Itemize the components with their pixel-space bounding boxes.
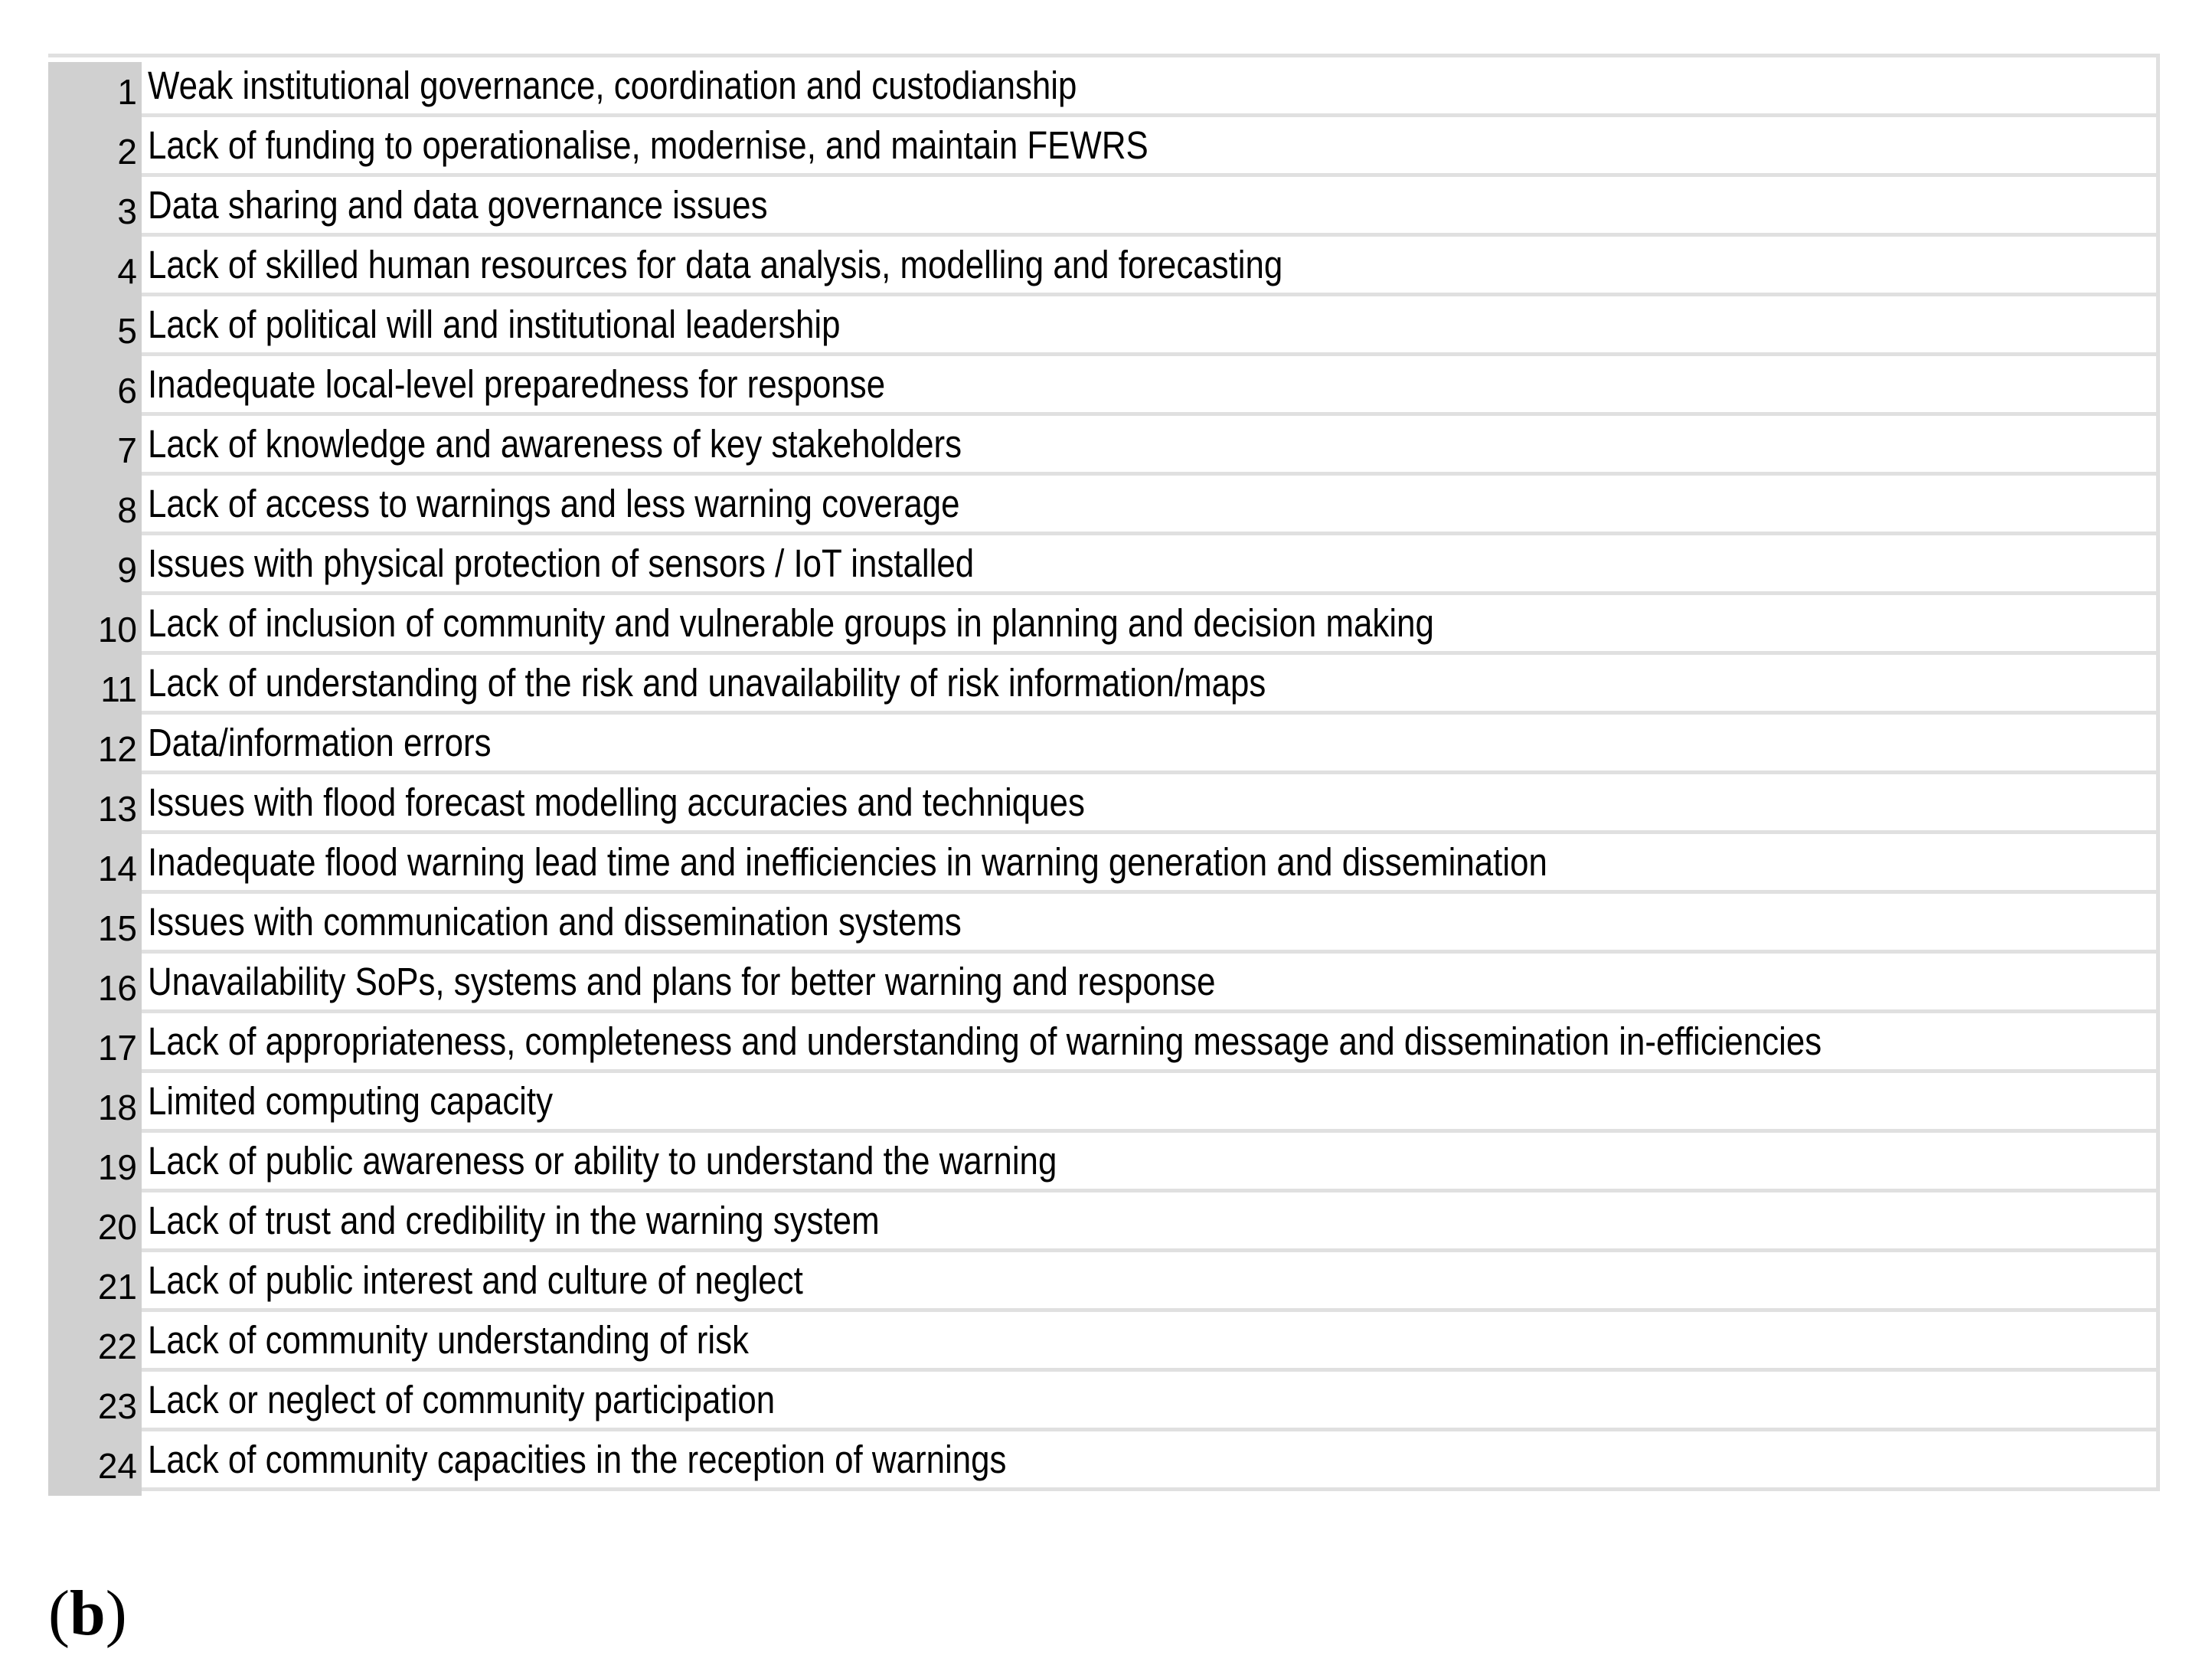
table-row [48, 535, 2156, 595]
row-text [142, 416, 2156, 476]
row-text-label: Limited computing capacity [148, 1079, 554, 1123]
table-row [48, 237, 2156, 296]
row-text-label: Data/information errors [148, 721, 492, 764]
row-text-label: Inadequate local-level preparedness for response [148, 362, 886, 406]
table-row [48, 1133, 2156, 1192]
row-text-label: Unavailability SoPs, systems and plans for better warning and response [148, 960, 1216, 1003]
row-text [142, 535, 2156, 595]
row-number: 24 [48, 1436, 142, 1496]
row-text [142, 1431, 2156, 1491]
row-text [142, 1013, 2156, 1073]
row-text [142, 117, 2156, 177]
row-text-label: Lack of community capacities in the reception of warnings [148, 1438, 1007, 1481]
row-number: 19 [48, 1137, 142, 1197]
row-text [142, 296, 2156, 356]
row-number: 4 [48, 241, 142, 301]
row-text [142, 715, 2156, 774]
row-text [142, 595, 2156, 655]
row-text-label: Lack of access to warnings and less warning coverage [148, 482, 960, 525]
row-text [142, 1312, 2156, 1372]
challenges-table [48, 54, 2160, 1491]
row-number: 15 [48, 898, 142, 958]
table-row [48, 57, 2156, 117]
row-text-label: Issues with physical protection of sensors / IoT installed [148, 541, 975, 585]
row-text-label: Lack of funding to operationalise, modernise, and maintain FEWRS [148, 123, 1148, 167]
table-row [48, 296, 2156, 356]
table-row [48, 1431, 2156, 1491]
row-text [142, 1133, 2156, 1192]
row-text [142, 237, 2156, 296]
row-text-label: Issues with communication and dissemination systems [148, 900, 962, 944]
table-row [48, 416, 2156, 476]
row-text [142, 177, 2156, 237]
row-text [142, 894, 2156, 954]
row-text-label: Lack of public interest and culture of neglect [148, 1258, 803, 1302]
table-row [48, 1252, 2156, 1312]
row-text-label: Lack of skilled human resources for data analysis, modelling and forecasting [148, 243, 1283, 286]
row-text [142, 1073, 2156, 1133]
row-text-label: Lack of political will and institutional leadership [148, 303, 841, 346]
row-text-label: Lack of public awareness or ability to understand the warning [148, 1139, 1057, 1183]
caption-close-paren: ) [105, 1578, 127, 1649]
row-number: 5 [48, 301, 142, 361]
row-text-label: Lack of trust and credibility in the warning system [148, 1199, 880, 1242]
table-row [48, 117, 2156, 177]
table-row [48, 894, 2156, 954]
row-number: 16 [48, 958, 142, 1018]
row-text-label: Lack or neglect of community participation [148, 1378, 776, 1421]
row-number: 10 [48, 600, 142, 659]
row-text [142, 1192, 2156, 1252]
row-text [142, 1252, 2156, 1312]
row-number: 22 [48, 1317, 142, 1376]
table-row [48, 715, 2156, 774]
row-text [142, 655, 2156, 715]
row-text [142, 476, 2156, 535]
row-number: 13 [48, 779, 142, 839]
table-row [48, 356, 2156, 416]
row-number: 21 [48, 1257, 142, 1317]
row-number: 11 [48, 659, 142, 719]
row-text-label: Lack of understanding of the risk and unavailability of risk information/maps [148, 661, 1266, 705]
row-text [142, 1372, 2156, 1431]
row-number: 14 [48, 839, 142, 898]
row-number: 6 [48, 361, 142, 420]
caption-open-paren: ( [48, 1578, 70, 1649]
row-text-label: Lack of knowledge and awareness of key stakeholders [148, 422, 962, 466]
table-row [48, 595, 2156, 655]
row-number: 9 [48, 540, 142, 600]
row-text-label: Issues with flood forecast modelling accuracies and techniques [148, 780, 1085, 824]
row-number: 2 [48, 122, 142, 182]
row-text [142, 954, 2156, 1013]
caption-letter: b [69, 1578, 106, 1649]
row-number: 18 [48, 1078, 142, 1137]
table-row [48, 177, 2156, 237]
row-number: 1 [48, 62, 142, 122]
row-number: 23 [48, 1376, 142, 1436]
row-text-label: Weak institutional governance, coordination and custodianship [148, 64, 1077, 107]
row-text [142, 356, 2156, 416]
row-number: 20 [48, 1197, 142, 1257]
table-row [48, 655, 2156, 715]
row-text [142, 774, 2156, 834]
row-text [142, 57, 2156, 117]
row-text [142, 834, 2156, 894]
table-row [48, 1192, 2156, 1252]
table-row [48, 1013, 2156, 1073]
row-text-label: Lack of inclusion of community and vulnerable groups in planning and decision making [148, 601, 1434, 645]
row-number: 7 [48, 420, 142, 480]
figure-caption [48, 1576, 127, 1650]
row-text-label: Data sharing and data governance issues [148, 183, 768, 227]
table-row [48, 834, 2156, 894]
table-row [48, 1073, 2156, 1133]
table-row [48, 1312, 2156, 1372]
row-text-label: Lack of community understanding of risk [148, 1318, 749, 1362]
row-text-label: Inadequate flood warning lead time and inefficiencies in warning generation and dissemination [148, 840, 1547, 884]
row-text-label: Lack of appropriateness, completeness and understanding of warning message and dissemination in-efficiencies [148, 1019, 1822, 1063]
row-number: 3 [48, 182, 142, 241]
row-number: 17 [48, 1018, 142, 1078]
table-row [48, 476, 2156, 535]
row-number: 12 [48, 719, 142, 779]
row-number: 8 [48, 480, 142, 540]
table-row [48, 1372, 2156, 1431]
table-row [48, 774, 2156, 834]
table-row [48, 954, 2156, 1013]
